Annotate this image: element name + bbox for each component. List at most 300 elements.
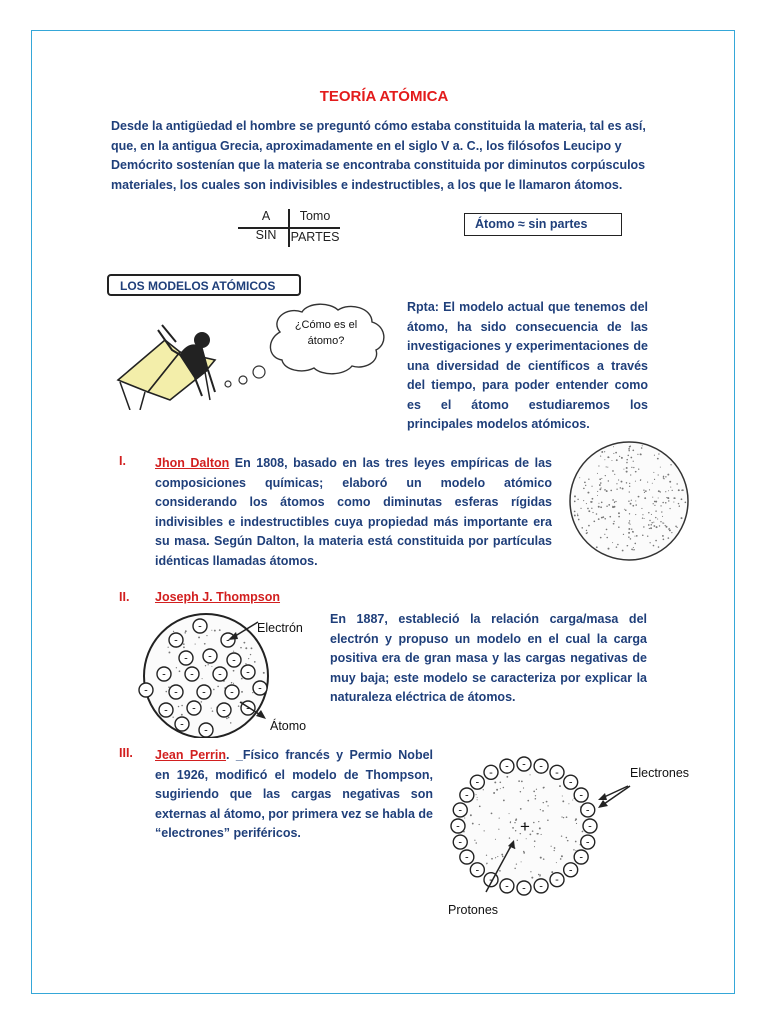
texture-dot bbox=[616, 459, 618, 461]
texture-dot bbox=[520, 791, 521, 792]
texture-dot bbox=[616, 546, 618, 548]
texture-dot bbox=[643, 526, 644, 527]
texture-dot bbox=[681, 498, 683, 500]
texture-dot bbox=[241, 678, 243, 680]
texture-dot bbox=[669, 529, 671, 531]
minus-sign: - bbox=[458, 836, 463, 849]
texture-dot bbox=[616, 483, 617, 484]
texture-dot bbox=[561, 835, 562, 836]
texture-dot bbox=[600, 455, 601, 456]
texture-dot bbox=[658, 490, 660, 492]
texture-dot bbox=[479, 824, 480, 825]
texture-dot bbox=[551, 846, 552, 847]
texture-dot bbox=[629, 520, 630, 521]
texture-dot bbox=[630, 524, 631, 525]
texture-dot bbox=[535, 795, 536, 796]
texture-dot bbox=[165, 691, 167, 693]
texture-dot bbox=[617, 544, 619, 546]
electrones-label: Electrones bbox=[630, 766, 690, 780]
texture-dot bbox=[644, 497, 646, 499]
texture-dot bbox=[503, 787, 505, 789]
texture-dot bbox=[625, 509, 627, 511]
protones-label: Protones bbox=[448, 903, 499, 917]
texture-dot bbox=[637, 454, 638, 455]
texture-dot bbox=[577, 513, 578, 514]
texture-dot bbox=[657, 458, 659, 460]
texture-dot bbox=[495, 839, 496, 840]
texture-dot bbox=[634, 536, 635, 537]
texture-dot bbox=[665, 502, 667, 504]
texture-dot bbox=[667, 497, 669, 499]
bubble-line-1: ¿Cómo es el bbox=[294, 319, 358, 331]
texture-dot bbox=[598, 465, 599, 466]
texture-dot bbox=[561, 816, 562, 817]
minus-sign: - bbox=[585, 836, 590, 849]
texture-dot bbox=[219, 629, 221, 631]
minus-sign: - bbox=[208, 650, 212, 663]
texture-dot bbox=[620, 487, 621, 488]
texture-dot bbox=[538, 874, 540, 876]
texture-dot bbox=[641, 447, 643, 449]
texture-dot bbox=[168, 652, 170, 654]
dalton-name: Jhon Dalton bbox=[155, 456, 230, 470]
texture-dot bbox=[598, 506, 600, 508]
texture-dot bbox=[628, 522, 629, 523]
texture-dot bbox=[536, 789, 537, 790]
texture-dot bbox=[574, 501, 576, 503]
texture-dot bbox=[226, 718, 228, 720]
texture-dot bbox=[608, 548, 610, 550]
minus-sign: - bbox=[456, 820, 460, 833]
texture-dot bbox=[660, 521, 661, 522]
texture-dot bbox=[601, 502, 603, 504]
minus-sign: - bbox=[522, 882, 526, 895]
etym-top-left: A bbox=[261, 209, 271, 223]
minus-sign: - bbox=[539, 880, 543, 893]
texture-dot bbox=[601, 478, 602, 479]
texture-dot bbox=[573, 849, 574, 850]
texture-dot bbox=[615, 452, 617, 454]
texture-dot bbox=[652, 497, 653, 498]
texture-dot bbox=[484, 830, 485, 831]
minus-sign: - bbox=[184, 652, 188, 665]
texture-dot bbox=[475, 794, 476, 795]
texture-dot bbox=[502, 856, 504, 858]
texture-dot bbox=[649, 489, 650, 490]
texture-dot bbox=[176, 667, 177, 668]
texture-dot bbox=[497, 856, 498, 857]
section-number: III. bbox=[119, 746, 133, 760]
texture-dot bbox=[635, 481, 636, 482]
texture-dot bbox=[233, 683, 234, 684]
dalton-sphere-illustration bbox=[565, 438, 697, 564]
texture-dot bbox=[658, 546, 660, 548]
perrin-model-illustration bbox=[440, 752, 710, 922]
texture-dot bbox=[509, 813, 510, 814]
texture-dot bbox=[640, 453, 642, 455]
texture-dot bbox=[527, 800, 529, 802]
texture-dot bbox=[241, 691, 243, 693]
texture-dot bbox=[579, 477, 580, 478]
texture-dot bbox=[538, 821, 539, 822]
texture-dot bbox=[587, 508, 589, 510]
texture-dot bbox=[583, 500, 584, 501]
texture-dot bbox=[472, 823, 474, 825]
minus-sign: - bbox=[539, 760, 543, 773]
texture-dot bbox=[662, 535, 664, 537]
texture-dot bbox=[530, 871, 531, 872]
texture-dot bbox=[539, 827, 541, 829]
texture-dot bbox=[598, 503, 599, 504]
minus-sign: - bbox=[174, 686, 178, 699]
texture-dot bbox=[663, 539, 665, 541]
thinking-person-illustration bbox=[110, 300, 400, 410]
texture-dot bbox=[613, 446, 614, 447]
texture-dot bbox=[588, 510, 590, 512]
texture-dot bbox=[618, 516, 620, 518]
texture-dot bbox=[587, 492, 589, 494]
section-number: I. bbox=[119, 454, 126, 468]
texture-dot bbox=[613, 506, 615, 508]
texture-dot bbox=[651, 522, 652, 523]
texture-dot bbox=[500, 788, 501, 789]
dalton-text: En 1808, basado en las tres leyes empíricas de las composiciones químicas; elaboró un modelo atómico considerando los átomos como diminutas esferas rígidas indivisibles e indestructibles cuya propiedad más importante era su masa. Según Dalton, la materia está constituida por partículas idénticas llamadas átomos. bbox=[155, 456, 552, 568]
texture-dot bbox=[657, 518, 658, 519]
texture-dot bbox=[659, 525, 660, 526]
texture-dot bbox=[596, 513, 598, 515]
texture-dot bbox=[627, 455, 629, 457]
texture-dot bbox=[566, 837, 568, 839]
modelos-heading: LOS MODELOS ATÓMICOS bbox=[107, 274, 301, 296]
texture-dot bbox=[230, 722, 232, 724]
texture-dot bbox=[501, 854, 503, 856]
minus-sign: - bbox=[162, 668, 166, 681]
texture-dot bbox=[503, 800, 505, 802]
texture-dot bbox=[653, 545, 655, 547]
texture-dot bbox=[651, 514, 652, 515]
intro-line: Desde la antigüedad el hombre se preguntó cómo estaba constituida la materia, tal es así, bbox=[111, 119, 646, 133]
texture-dot bbox=[521, 861, 522, 862]
minus-sign: - bbox=[174, 634, 178, 647]
texture-dot bbox=[531, 877, 533, 879]
texture-dot bbox=[628, 448, 630, 450]
texture-dot bbox=[516, 863, 517, 864]
texture-dot bbox=[593, 520, 595, 522]
texture-dot bbox=[577, 515, 579, 517]
texture-dot bbox=[614, 502, 615, 503]
minus-sign: - bbox=[465, 851, 469, 864]
texture-dot bbox=[201, 701, 203, 703]
texture-dot bbox=[228, 717, 230, 719]
minus-sign: - bbox=[555, 766, 559, 779]
texture-dot bbox=[632, 449, 634, 451]
texture-dot bbox=[633, 461, 634, 462]
texture-dot bbox=[670, 464, 671, 465]
texture-dot bbox=[486, 863, 487, 864]
minus-sign: - bbox=[579, 851, 583, 864]
texture-dot bbox=[658, 474, 659, 475]
texture-dot bbox=[660, 505, 661, 506]
texture-dot bbox=[601, 487, 602, 488]
texture-dot bbox=[608, 480, 609, 481]
minus-sign: - bbox=[585, 804, 590, 817]
texture-dot bbox=[543, 802, 544, 803]
texture-dot bbox=[211, 666, 212, 667]
texture-dot bbox=[613, 523, 615, 525]
texture-dot bbox=[668, 490, 669, 491]
texture-dot bbox=[233, 651, 234, 652]
texture-dot bbox=[663, 478, 664, 479]
texture-dot bbox=[631, 467, 632, 468]
texture-dot bbox=[632, 531, 633, 532]
texture-dot bbox=[634, 543, 636, 545]
texture-dot bbox=[663, 476, 665, 478]
texture-dot bbox=[598, 518, 600, 520]
texture-dot bbox=[654, 455, 655, 456]
texture-dot bbox=[211, 630, 212, 631]
texture-dot bbox=[499, 817, 500, 818]
arrow-head bbox=[598, 800, 608, 808]
minus-sign: - bbox=[568, 776, 573, 789]
intro-line: materiales, los cuales son indivisibles e indestructibles, a los que le llamaron átomos. bbox=[111, 177, 623, 192]
etym-bottom-right: PARTES bbox=[290, 230, 340, 244]
texture-dot bbox=[621, 481, 623, 483]
thought-dot bbox=[239, 376, 247, 384]
texture-dot bbox=[588, 525, 590, 527]
texture-dot bbox=[575, 850, 576, 851]
texture-dot bbox=[614, 474, 615, 475]
minus-sign: - bbox=[222, 704, 226, 717]
texture-dot bbox=[612, 542, 613, 543]
texture-dot bbox=[493, 792, 495, 794]
texture-dot bbox=[178, 706, 180, 708]
texture-dot bbox=[604, 451, 605, 452]
minus-sign: - bbox=[230, 686, 234, 699]
texture-dot bbox=[533, 790, 535, 792]
texture-dot bbox=[185, 630, 187, 632]
texture-dot bbox=[623, 469, 624, 470]
perrin-paragraph bbox=[155, 746, 433, 844]
texture-dot bbox=[653, 522, 654, 523]
texture-dot bbox=[577, 499, 578, 500]
texture-dot bbox=[547, 805, 548, 806]
texture-dot bbox=[638, 468, 639, 469]
texture-dot bbox=[590, 501, 592, 503]
dalton-paragraph bbox=[155, 454, 552, 571]
texture-dot bbox=[629, 486, 630, 487]
texture-dot bbox=[168, 686, 170, 688]
texture-dot bbox=[523, 852, 525, 854]
texture-dot bbox=[575, 841, 577, 843]
texture-dot bbox=[636, 535, 638, 537]
texture-dot bbox=[586, 532, 588, 534]
texture-dot bbox=[238, 705, 240, 707]
texture-dot bbox=[649, 528, 650, 529]
plus-sign: + bbox=[520, 817, 530, 836]
texture-dot bbox=[635, 514, 636, 515]
texture-dot bbox=[251, 647, 253, 649]
minus-sign: - bbox=[192, 702, 196, 715]
texture-dot bbox=[600, 537, 602, 539]
texture-dot bbox=[681, 517, 683, 519]
minus-sign: - bbox=[505, 880, 509, 893]
texture-dot bbox=[599, 484, 601, 486]
texture-dot bbox=[604, 518, 606, 520]
texture-dot bbox=[491, 812, 493, 814]
texture-dot bbox=[649, 542, 650, 543]
texture-dot bbox=[629, 483, 630, 484]
texture-dot bbox=[506, 776, 508, 778]
texture-dot bbox=[621, 457, 623, 459]
texture-dot bbox=[529, 774, 530, 775]
texture-dot bbox=[622, 488, 624, 490]
texture-dot bbox=[195, 644, 196, 645]
texture-dot bbox=[198, 636, 200, 638]
texture-dot bbox=[231, 682, 232, 683]
texture-dot bbox=[606, 529, 608, 531]
texture-dot bbox=[561, 855, 563, 857]
texture-dot bbox=[538, 833, 539, 834]
texture-dot bbox=[635, 504, 637, 506]
texture-dot bbox=[642, 518, 643, 519]
texture-dot bbox=[654, 479, 655, 480]
texture-dot bbox=[539, 875, 540, 876]
intro-paragraph bbox=[111, 117, 656, 195]
texture-dot bbox=[172, 717, 173, 718]
texture-dot bbox=[498, 829, 499, 830]
texture-dot bbox=[477, 797, 478, 798]
minus-sign: - bbox=[458, 804, 463, 817]
texture-dot bbox=[618, 512, 620, 514]
texture-dot bbox=[245, 663, 246, 664]
texture-dot bbox=[607, 456, 609, 458]
texture-dot bbox=[479, 805, 481, 807]
texture-dot bbox=[562, 800, 564, 802]
texture-dot bbox=[670, 487, 671, 488]
texture-dot bbox=[644, 518, 645, 519]
texture-dot bbox=[675, 498, 676, 499]
minus-sign: - bbox=[588, 820, 592, 833]
texture-dot bbox=[601, 517, 603, 519]
texture-dot bbox=[669, 481, 671, 483]
texture-dot bbox=[629, 513, 630, 514]
texture-dot bbox=[655, 540, 657, 542]
texture-dot bbox=[245, 647, 247, 649]
texture-dot bbox=[475, 842, 477, 844]
texture-dot bbox=[591, 486, 592, 487]
texture-dot bbox=[665, 491, 666, 492]
texture-dot bbox=[633, 467, 634, 468]
texture-dot bbox=[633, 547, 634, 548]
bubble-line-2: átomo? bbox=[307, 335, 345, 347]
minus-sign: - bbox=[144, 684, 148, 697]
texture-dot bbox=[619, 456, 620, 457]
texture-dot bbox=[628, 532, 630, 534]
texture-dot bbox=[618, 479, 619, 480]
texture-dot bbox=[626, 471, 628, 473]
texture-dot bbox=[626, 459, 628, 461]
texture-dot bbox=[554, 850, 555, 851]
texture-dot bbox=[575, 820, 576, 821]
minus-sign: - bbox=[204, 724, 208, 737]
texture-dot bbox=[474, 840, 475, 841]
texture-dot bbox=[641, 508, 642, 509]
minus-sign: - bbox=[258, 682, 262, 695]
texture-dot bbox=[597, 495, 598, 496]
texture-dot bbox=[252, 692, 253, 693]
texture-dot bbox=[470, 814, 472, 816]
texture-dot bbox=[628, 528, 630, 530]
texture-dot bbox=[533, 822, 535, 824]
texture-dot bbox=[496, 789, 498, 791]
intro-line: que, en la antigua Grecia, aproximadamente en el siglo V a. C., los filósofos Leucipo y bbox=[111, 138, 622, 153]
texture-dot bbox=[586, 530, 587, 531]
texture-dot bbox=[494, 781, 496, 783]
minus-sign: - bbox=[180, 718, 184, 731]
texture-dot bbox=[584, 481, 586, 483]
texture-dot bbox=[626, 482, 627, 483]
texture-dot bbox=[566, 816, 568, 818]
texture-dot bbox=[638, 496, 640, 498]
texture-dot bbox=[583, 488, 585, 490]
texture-dot bbox=[499, 781, 501, 783]
texture-dot bbox=[477, 799, 478, 800]
texture-dot bbox=[647, 482, 648, 483]
texture-dot bbox=[643, 489, 644, 490]
texture-dot bbox=[520, 808, 522, 810]
texture-dot bbox=[208, 664, 209, 665]
texture-dot bbox=[167, 647, 168, 648]
texture-dot bbox=[596, 546, 598, 548]
texture-dot bbox=[623, 534, 624, 535]
texture-dot bbox=[543, 787, 545, 789]
texture-dot bbox=[572, 800, 573, 801]
minus-sign: - bbox=[555, 874, 559, 887]
texture-dot bbox=[685, 502, 687, 504]
texture-dot bbox=[632, 505, 634, 507]
texture-dot bbox=[486, 855, 487, 856]
texture-dot bbox=[628, 536, 630, 538]
texture-dot bbox=[581, 527, 583, 529]
texture-dot bbox=[653, 503, 654, 504]
minus-sign: - bbox=[465, 789, 469, 802]
texture-dot bbox=[649, 520, 650, 521]
texture-dot bbox=[563, 817, 564, 818]
texture-dot bbox=[173, 631, 174, 632]
texture-dot bbox=[211, 708, 212, 709]
texture-dot bbox=[515, 818, 517, 820]
texture-dot bbox=[578, 519, 580, 521]
texture-dot bbox=[642, 534, 644, 536]
texture-dot bbox=[512, 827, 514, 829]
texture-dot bbox=[673, 501, 674, 502]
texture-dot bbox=[656, 526, 658, 528]
texture-dot bbox=[582, 831, 584, 833]
texture-dot bbox=[611, 460, 612, 461]
arrow-head bbox=[598, 793, 607, 800]
texture-dot bbox=[601, 451, 603, 453]
texture-dot bbox=[184, 632, 185, 633]
texture-dot bbox=[655, 517, 656, 518]
texture-dot bbox=[606, 505, 607, 506]
texture-dot bbox=[628, 501, 629, 502]
texture-dot bbox=[606, 466, 607, 467]
texture-dot bbox=[668, 500, 669, 501]
texture-dot bbox=[651, 524, 653, 526]
texture-dot bbox=[653, 525, 655, 527]
texture-dot bbox=[640, 479, 641, 480]
texture-dot bbox=[629, 446, 631, 448]
